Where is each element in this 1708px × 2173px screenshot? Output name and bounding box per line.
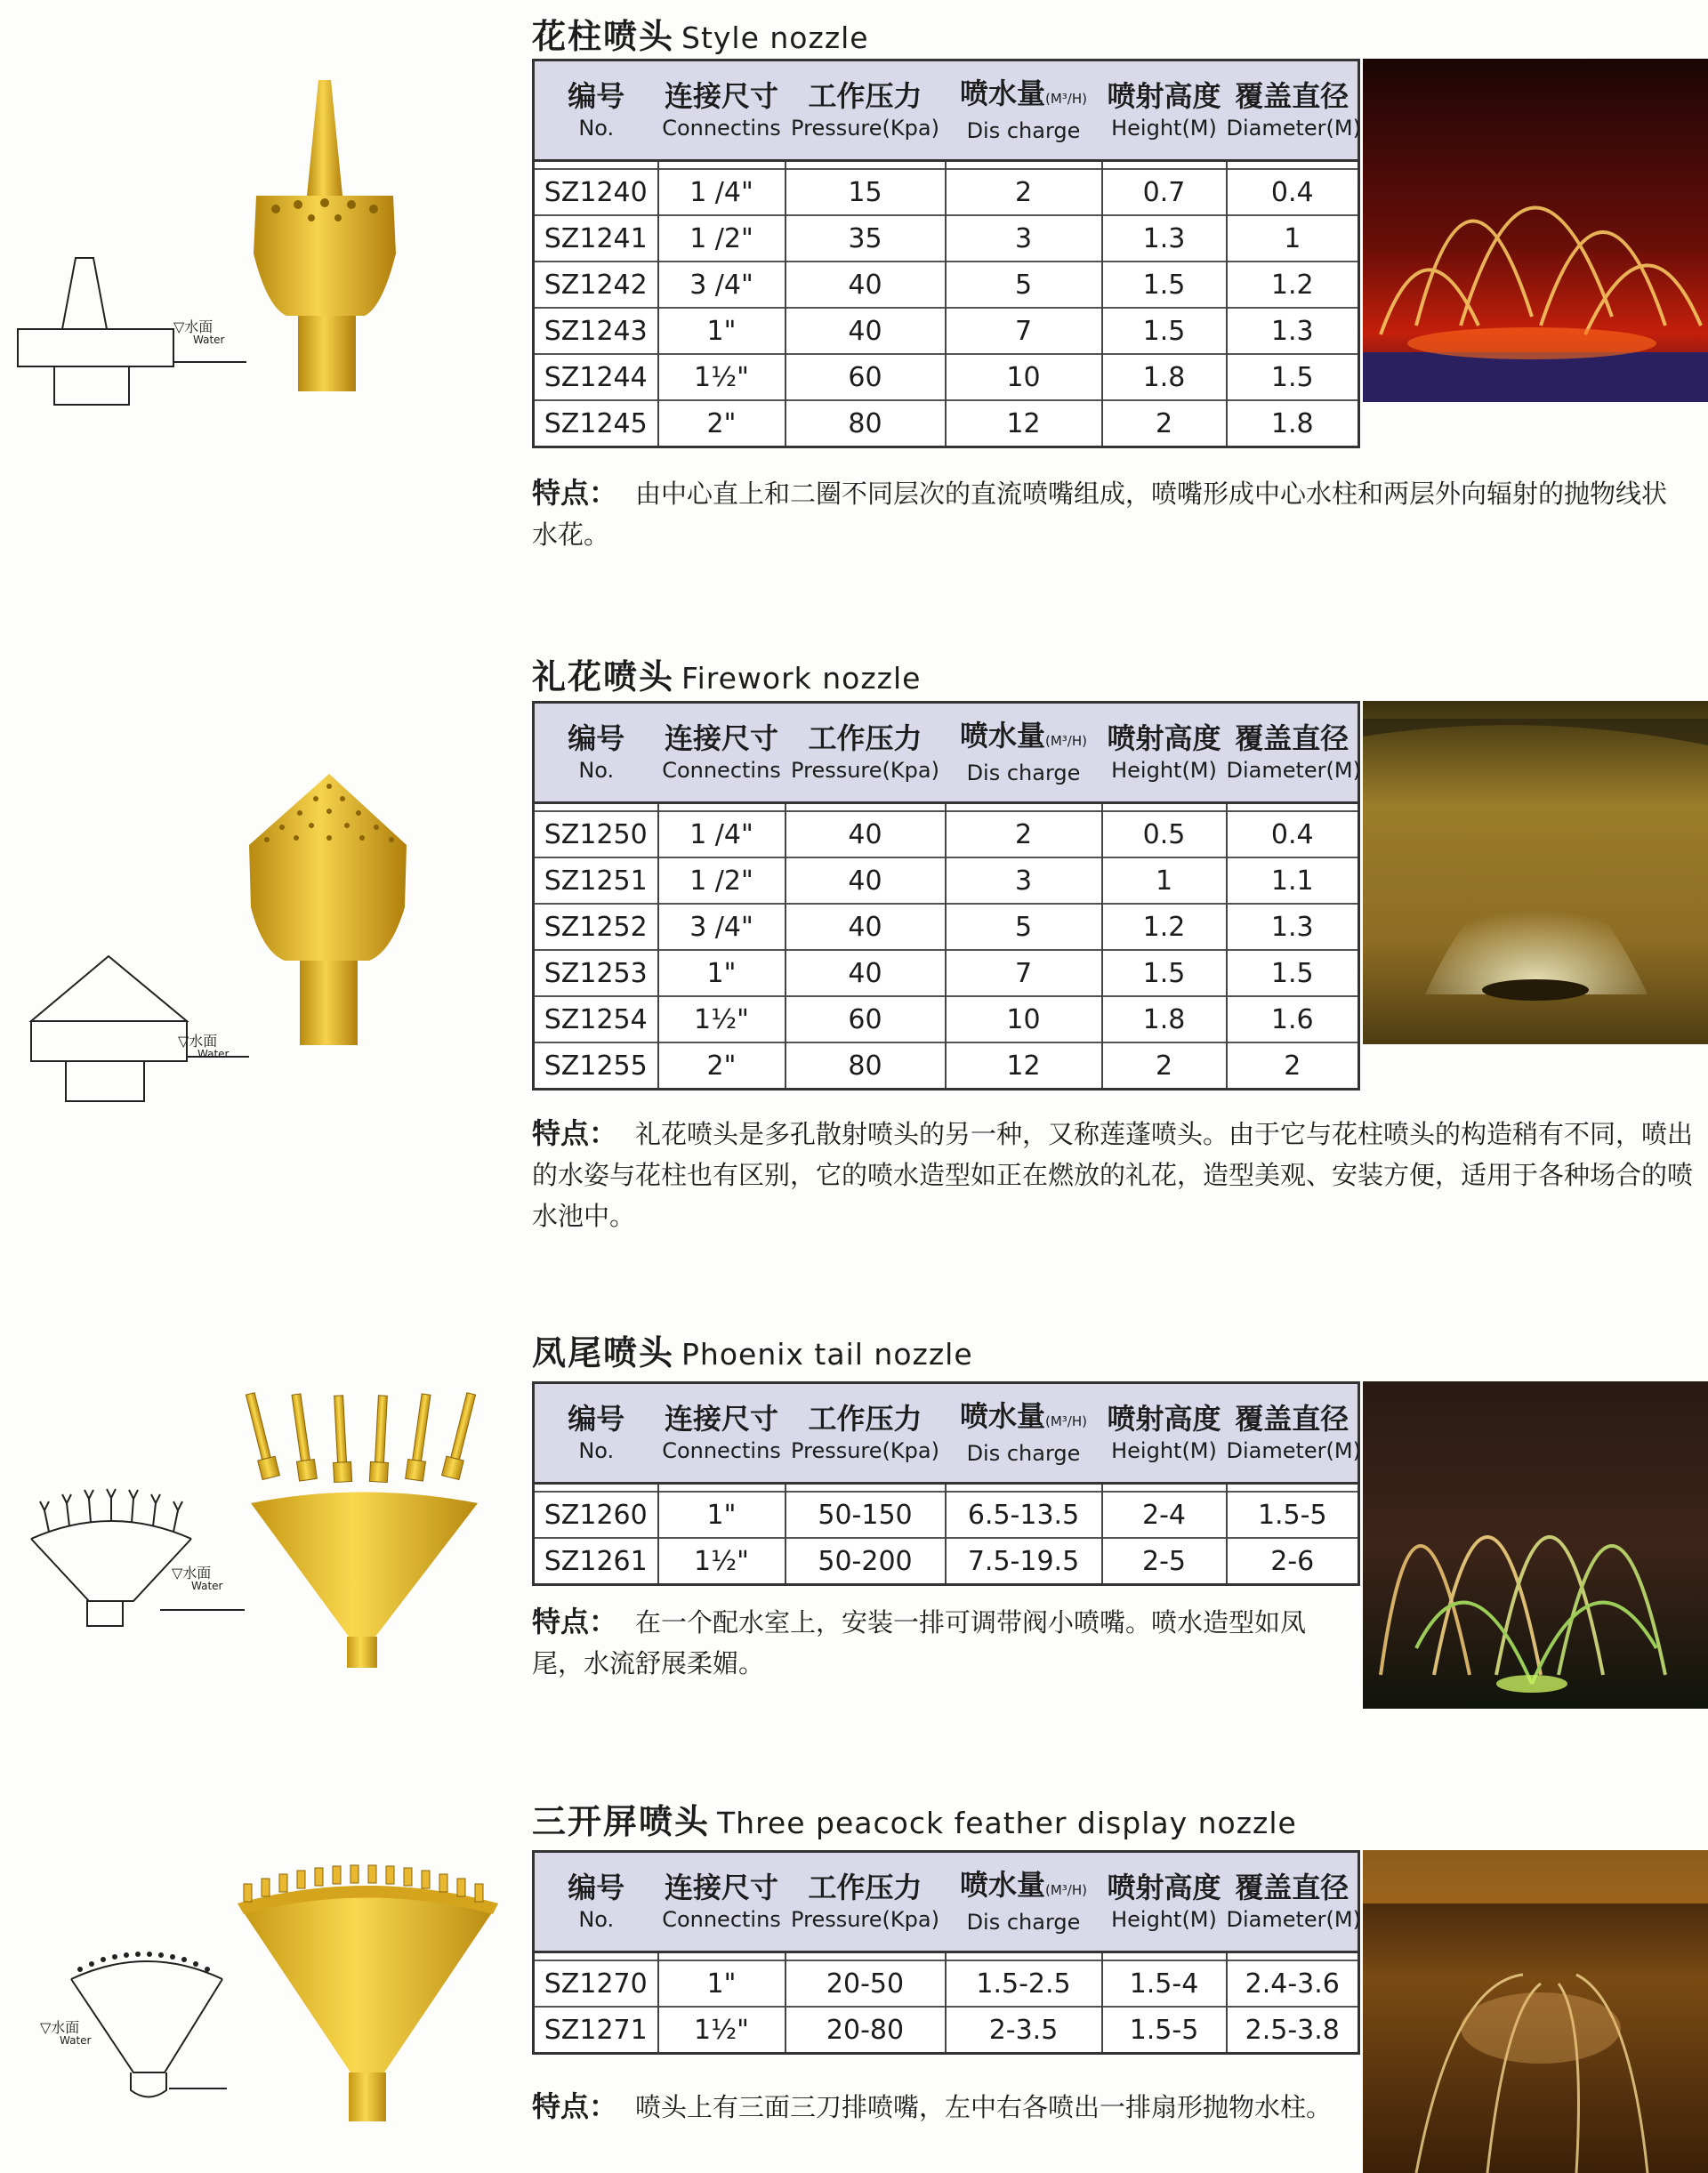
table-cell: 1.5-2.5: [946, 1960, 1102, 2007]
table-cell: 50-200: [786, 1538, 946, 1585]
table-cell: SZ1241: [534, 215, 658, 262]
table-row: [534, 308, 1359, 354]
table-cell: 2-5: [1102, 1538, 1227, 1585]
table-cell: SZ1243: [534, 308, 658, 354]
header-no: 编号 No.: [534, 1383, 658, 1484]
table-cell: 1.5-5: [1227, 1492, 1359, 1538]
header-pressure: 工作压力 Pressure(Kpa): [786, 703, 946, 803]
header-connection: 连接尺寸 Connectins: [658, 1383, 786, 1484]
table-cell: SZ1261: [534, 1538, 658, 1585]
table-cell: 1½": [658, 1538, 786, 1585]
title-en: Three peacock feather display nozzle: [717, 1806, 1297, 1840]
section-phoenix-tail-nozzle: [0, 1321, 1708, 1721]
table-cell: 40: [786, 308, 946, 354]
table-cell: 7: [946, 950, 1102, 996]
title-zh: 三开屏喷头: [532, 1802, 711, 1841]
water-label-en: Water: [60, 2034, 92, 2047]
header-pressure: 工作压力 Pressure(Kpa): [786, 1383, 946, 1484]
firework-nozzle-product-image: [245, 774, 409, 1050]
table-cell: 60: [786, 996, 946, 1042]
table-cell: 12: [946, 1042, 1102, 1090]
water-label-zh: ▽水面: [178, 1033, 218, 1050]
table-row: [534, 857, 1359, 904]
header-discharge: 喷水量(M³/H) Dis charge: [946, 1383, 1102, 1484]
table-cell: 1": [658, 1960, 786, 2007]
table-cell: 50-150: [786, 1492, 946, 1538]
water-label-en: Water: [193, 334, 225, 346]
table-cell: 1½": [658, 996, 786, 1042]
table-cell: SZ1253: [534, 950, 658, 996]
table-cell: 1.3: [1227, 308, 1359, 354]
table-row: [534, 169, 1359, 215]
table-cell: 0.4: [1227, 811, 1359, 857]
table-cell: 40: [786, 262, 946, 308]
table-cell: 6.5-13.5: [946, 1492, 1102, 1538]
table-cell: 1 /4": [658, 169, 786, 215]
table-cell: 2.4-3.6: [1227, 1960, 1359, 2007]
table-cell: 35: [786, 215, 946, 262]
title-zh: 凤尾喷头: [532, 1333, 675, 1372]
table-cell: 2": [658, 1042, 786, 1090]
table-cell: 12: [946, 400, 1102, 447]
table-cell: 60: [786, 354, 946, 400]
table-cell: SZ1242: [534, 262, 658, 308]
table-cell: 3: [946, 215, 1102, 262]
table-cell: SZ1255: [534, 1042, 658, 1090]
table-cell: 1 /2": [658, 857, 786, 904]
title-en: Style nozzle: [681, 20, 869, 55]
water-label-en: Water: [191, 1580, 223, 1592]
table-cell: 0.4: [1227, 169, 1359, 215]
table-cell: 1": [658, 950, 786, 996]
water-level-label: [40, 2021, 91, 2048]
table-cell: 2-3.5: [946, 2007, 1102, 2054]
phoenix-tail-nozzle-product-image: [233, 1388, 491, 1672]
table-cell: 2": [658, 400, 786, 447]
table-row: [534, 811, 1359, 857]
header-discharge: 喷水量(M³/H) Dis charge: [946, 703, 1102, 803]
table-row: [534, 400, 1359, 447]
table-row: [534, 904, 1359, 950]
title-zh: 礼花喷头: [532, 657, 675, 696]
table-cell: 10: [946, 996, 1102, 1042]
table-cell: 10: [946, 354, 1102, 400]
table-cell: 2: [1102, 1042, 1227, 1090]
table-cell: 2.5-3.8: [1227, 2007, 1359, 2054]
table-cell: 1": [658, 1492, 786, 1538]
section-title: [532, 1794, 1297, 1843]
table-cell: 7.5-19.5: [946, 1538, 1102, 1585]
table-cell: 1.8: [1102, 354, 1227, 400]
table-cell: 1.8: [1102, 996, 1227, 1042]
table-row: [534, 996, 1359, 1042]
peacock-nozzle-product-image: [233, 1850, 504, 2126]
section-style-nozzle: [0, 0, 1708, 569]
header-height: 喷射高度 Height(M): [1102, 60, 1227, 161]
table-cell: 1½": [658, 354, 786, 400]
table-row: [534, 1492, 1359, 1538]
water-label-zh: ▽水面: [173, 318, 214, 335]
table-cell: 1½": [658, 2007, 786, 2054]
water-label-en: Water: [197, 1048, 230, 1060]
table-row: [534, 1538, 1359, 1585]
table-cell: 1 /4": [658, 811, 786, 857]
table-cell: 1: [1227, 215, 1359, 262]
table-cell: SZ1260: [534, 1492, 658, 1538]
table-cell: 1": [658, 308, 786, 354]
table-cell: 15: [786, 169, 946, 215]
table-cell: 7: [946, 308, 1102, 354]
table-cell: 5: [946, 904, 1102, 950]
table-cell: SZ1240: [534, 169, 658, 215]
table-cell: 3: [946, 857, 1102, 904]
header-diameter: 覆盖直径 Diameter(M): [1227, 60, 1359, 161]
table-cell: 1 /2": [658, 215, 786, 262]
table-cell: 2: [946, 169, 1102, 215]
feature-text: 特点： 喷头上有三面三刀排喷嘴，左中右各喷出一排扇形抛物水柱。: [532, 2089, 1333, 2123]
peacock-nozzle-photo: [1363, 1850, 1708, 2173]
table-cell: 1.5: [1227, 950, 1359, 996]
water-level-label: [173, 320, 224, 347]
table-header-row: [534, 1852, 1359, 1952]
table-cell: SZ1271: [534, 2007, 658, 2054]
style-nozzle-spec-table: [532, 59, 1360, 448]
style-nozzle-photo: [1363, 59, 1708, 402]
firework-nozzle-spec-table: [532, 701, 1360, 1091]
title-zh: 花柱喷头: [532, 17, 675, 56]
style-nozzle-product-image: [249, 76, 400, 396]
header-discharge: 喷水量(M³/H) Dis charge: [946, 1852, 1102, 1952]
table-header-row: [534, 703, 1359, 803]
water-label-zh: ▽水面: [172, 1565, 212, 1581]
table-cell: 1.3: [1102, 215, 1227, 262]
table-cell: 2: [946, 811, 1102, 857]
header-diameter: 覆盖直径 Diameter(M): [1227, 703, 1359, 803]
firework-nozzle-photo: [1363, 701, 1708, 1044]
table-cell: 1.6: [1227, 996, 1359, 1042]
phoenix-tail-nozzle-spec-table: [532, 1381, 1360, 1586]
table-cell: SZ1250: [534, 811, 658, 857]
header-discharge: 喷水量(M³/H) Dis charge: [946, 60, 1102, 161]
table-cell: SZ1270: [534, 1960, 658, 2007]
table-cell: SZ1252: [534, 904, 658, 950]
table-cell: 1.5: [1227, 354, 1359, 400]
table-header-row: [534, 60, 1359, 161]
feature-text: 特点： 在一个配水室上，安装一排可调带阀小喷嘴。喷水造型如凤尾，水流舒展柔媚。: [532, 1605, 1307, 1678]
header-no: 编号 No.: [534, 703, 658, 803]
table-cell: 40: [786, 811, 946, 857]
table-cell: 0.5: [1102, 811, 1227, 857]
table-cell: 1.5: [1102, 950, 1227, 996]
header-height: 喷射高度 Height(M): [1102, 1852, 1227, 1952]
header-connection: 连接尺寸 Connectins: [658, 703, 786, 803]
title-en: Firework nozzle: [681, 661, 922, 696]
table-cell: 0.7: [1102, 169, 1227, 215]
header-diameter: 覆盖直径 Diameter(M): [1227, 1852, 1359, 1952]
header-connection: 连接尺寸 Connectins: [658, 1852, 786, 1952]
table-cell: 20-80: [786, 2007, 946, 2054]
table-cell: 5: [946, 262, 1102, 308]
header-connection: 连接尺寸 Connectins: [658, 60, 786, 161]
table-row: [534, 262, 1359, 308]
table-cell: 2: [1227, 1042, 1359, 1090]
table-cell: 40: [786, 904, 946, 950]
table-cell: 1: [1102, 857, 1227, 904]
table-row: [534, 1042, 1359, 1090]
firework-nozzle-diagram: [27, 952, 258, 1107]
table-cell: 2-4: [1102, 1492, 1227, 1538]
table-cell: 3 /4": [658, 262, 786, 308]
table-cell: 2: [1102, 400, 1227, 447]
section-title: [532, 1325, 973, 1374]
table-cell: 1.1: [1227, 857, 1359, 904]
table-cell: 40: [786, 857, 946, 904]
table-cell: 1.2: [1102, 904, 1227, 950]
table-cell: 2-6: [1227, 1538, 1359, 1585]
peacock-nozzle-spec-table: [532, 1850, 1360, 2055]
table-row: [534, 1960, 1359, 2007]
table-row: [534, 354, 1359, 400]
phoenix-tail-nozzle-photo: [1363, 1381, 1708, 1709]
header-height: 喷射高度 Height(M): [1102, 1383, 1227, 1484]
table-cell: 1.5-4: [1102, 1960, 1227, 2007]
table-row: [534, 2007, 1359, 2054]
table-cell: 1.5: [1102, 308, 1227, 354]
table-cell: 20-50: [786, 1960, 946, 2007]
table-cell: 80: [786, 1042, 946, 1090]
header-no: 编号 No.: [534, 1852, 658, 1952]
header-diameter: 覆盖直径 Diameter(M): [1227, 1383, 1359, 1484]
section-title: [532, 9, 869, 58]
phoenix-tail-nozzle-diagram: [27, 1477, 258, 1641]
section-title: [532, 649, 921, 698]
table-cell: 1.2: [1227, 262, 1359, 308]
water-level-label: [178, 1034, 229, 1061]
header-pressure: 工作压力 Pressure(Kpa): [786, 1852, 946, 1952]
table-cell: SZ1245: [534, 400, 658, 447]
table-row: [534, 215, 1359, 262]
table-cell: SZ1244: [534, 354, 658, 400]
table-cell: 1.3: [1227, 904, 1359, 950]
table-cell: SZ1251: [534, 857, 658, 904]
header-pressure: 工作压力 Pressure(Kpa): [786, 60, 946, 161]
title-en: Phoenix tail nozzle: [681, 1337, 973, 1372]
table-cell: 1.8: [1227, 400, 1359, 447]
table-cell: 80: [786, 400, 946, 447]
header-height: 喷射高度 Height(M): [1102, 703, 1227, 803]
feature-text: 特点： 礼花喷头是多孔散射喷头的另一种，又称莲蓬喷头。由于它与花柱喷头的构造稍有不同，喷出的水姿与花柱也有区别，它的喷水造型如正在燃放的礼花，造型美观、安装方便，适用于各种场合的喷水池中。: [532, 1116, 1694, 1231]
table-cell: 3 /4": [658, 904, 786, 950]
section-peacock-nozzle: [0, 1788, 1708, 2173]
table-cell: 1.5: [1102, 262, 1227, 308]
section-firework-nozzle: [0, 640, 1708, 1245]
table-header-row: [534, 1383, 1359, 1484]
water-label-zh: ▽水面: [40, 2019, 80, 2036]
header-no: 编号 No.: [534, 60, 658, 161]
table-cell: 40: [786, 950, 946, 996]
table-cell: 1.5-5: [1102, 2007, 1227, 2054]
feature-text: 特点： 由中心直上和二圈不同层次的直流喷嘴组成，喷嘴形成中心水柱和两层外向辐射的抛物线状水花。: [532, 476, 1668, 550]
water-level-label: [172, 1566, 222, 1593]
table-cell: SZ1254: [534, 996, 658, 1042]
table-row: [534, 950, 1359, 996]
